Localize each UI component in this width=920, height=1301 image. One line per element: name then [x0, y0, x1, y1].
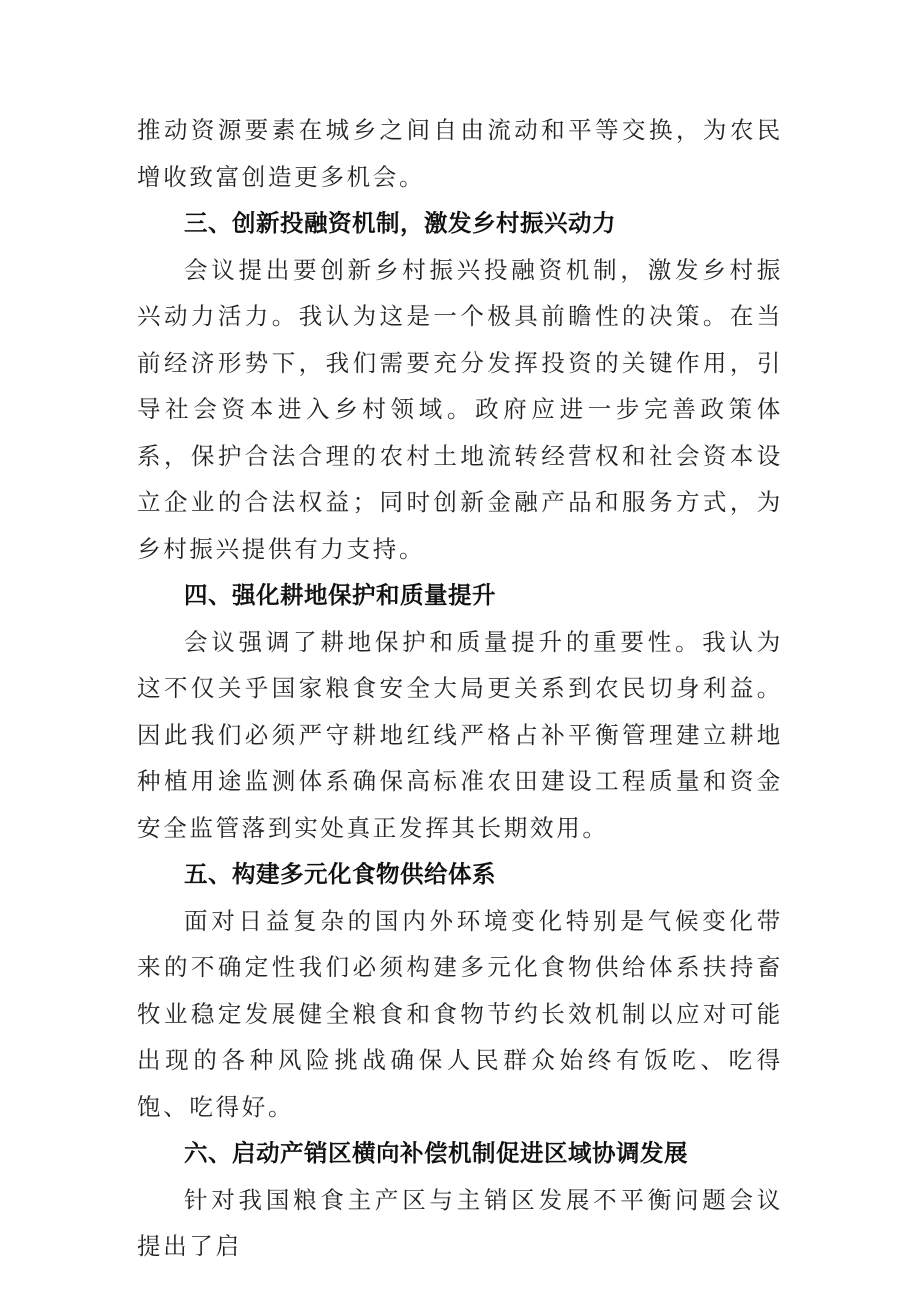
document-body: [137, 107, 783, 1270]
section-heading-4: 四、强化耕地保护和质量提升: [184, 581, 496, 609]
paragraph-continuation: 推动资源要素在城乡之间自由流动和平等交换，为农民增收致富创造更多机会。: [137, 116, 783, 191]
paragraph-farmland: 会议强调了耕地保护和质量提升的重要性。我认为这不仅关乎国家粮食安全大局更关系到农民切身利益。因此我们必须严守耕地红线严格占补平衡管理建立耕地种植用途监测体系确保高标准农田建设工程质量和资金安全监管落到实处真正发挥其长期效用。: [137, 627, 783, 842]
section-heading-5: 五、构建多元化食物供给体系: [184, 860, 496, 888]
paragraph-compensation: 针对我国粮食主产区与主销区发展不平衡问题会议提出了启: [137, 1185, 783, 1260]
paragraph-food-supply: 面对日益复杂的国内外环境变化特别是气候变化带来的不确定性我们必须构建多元化食物供给体系扶持畜牧业稳定发展健全粮食和食物节约长效机制以应对可能出现的各种风险挑战确保人民群众始终有饭吃、吃得饱、吃得好。: [137, 906, 783, 1121]
paragraph-investment: 会议提出要创新乡村振兴投融资机制，激发乡村振兴动力活力。我认为这是一个极具前瞻性的决策。在当前经济形势下，我们需要充分发挥投资的关键作用，引导社会资本进入乡村领域。政府应进一步完善政策体系，保护合法合理的农村土地流转经营权和社会资本设立企业的合法权益；同时创新金融产品和服务方式，为乡村振兴提供有力支持。: [137, 255, 783, 563]
section-heading-3: 三、创新投融资机制，激发乡村振兴动力: [184, 209, 616, 237]
section-heading-6: 六、启动产销区横向补偿机制促进区域协调发展: [184, 1139, 688, 1167]
